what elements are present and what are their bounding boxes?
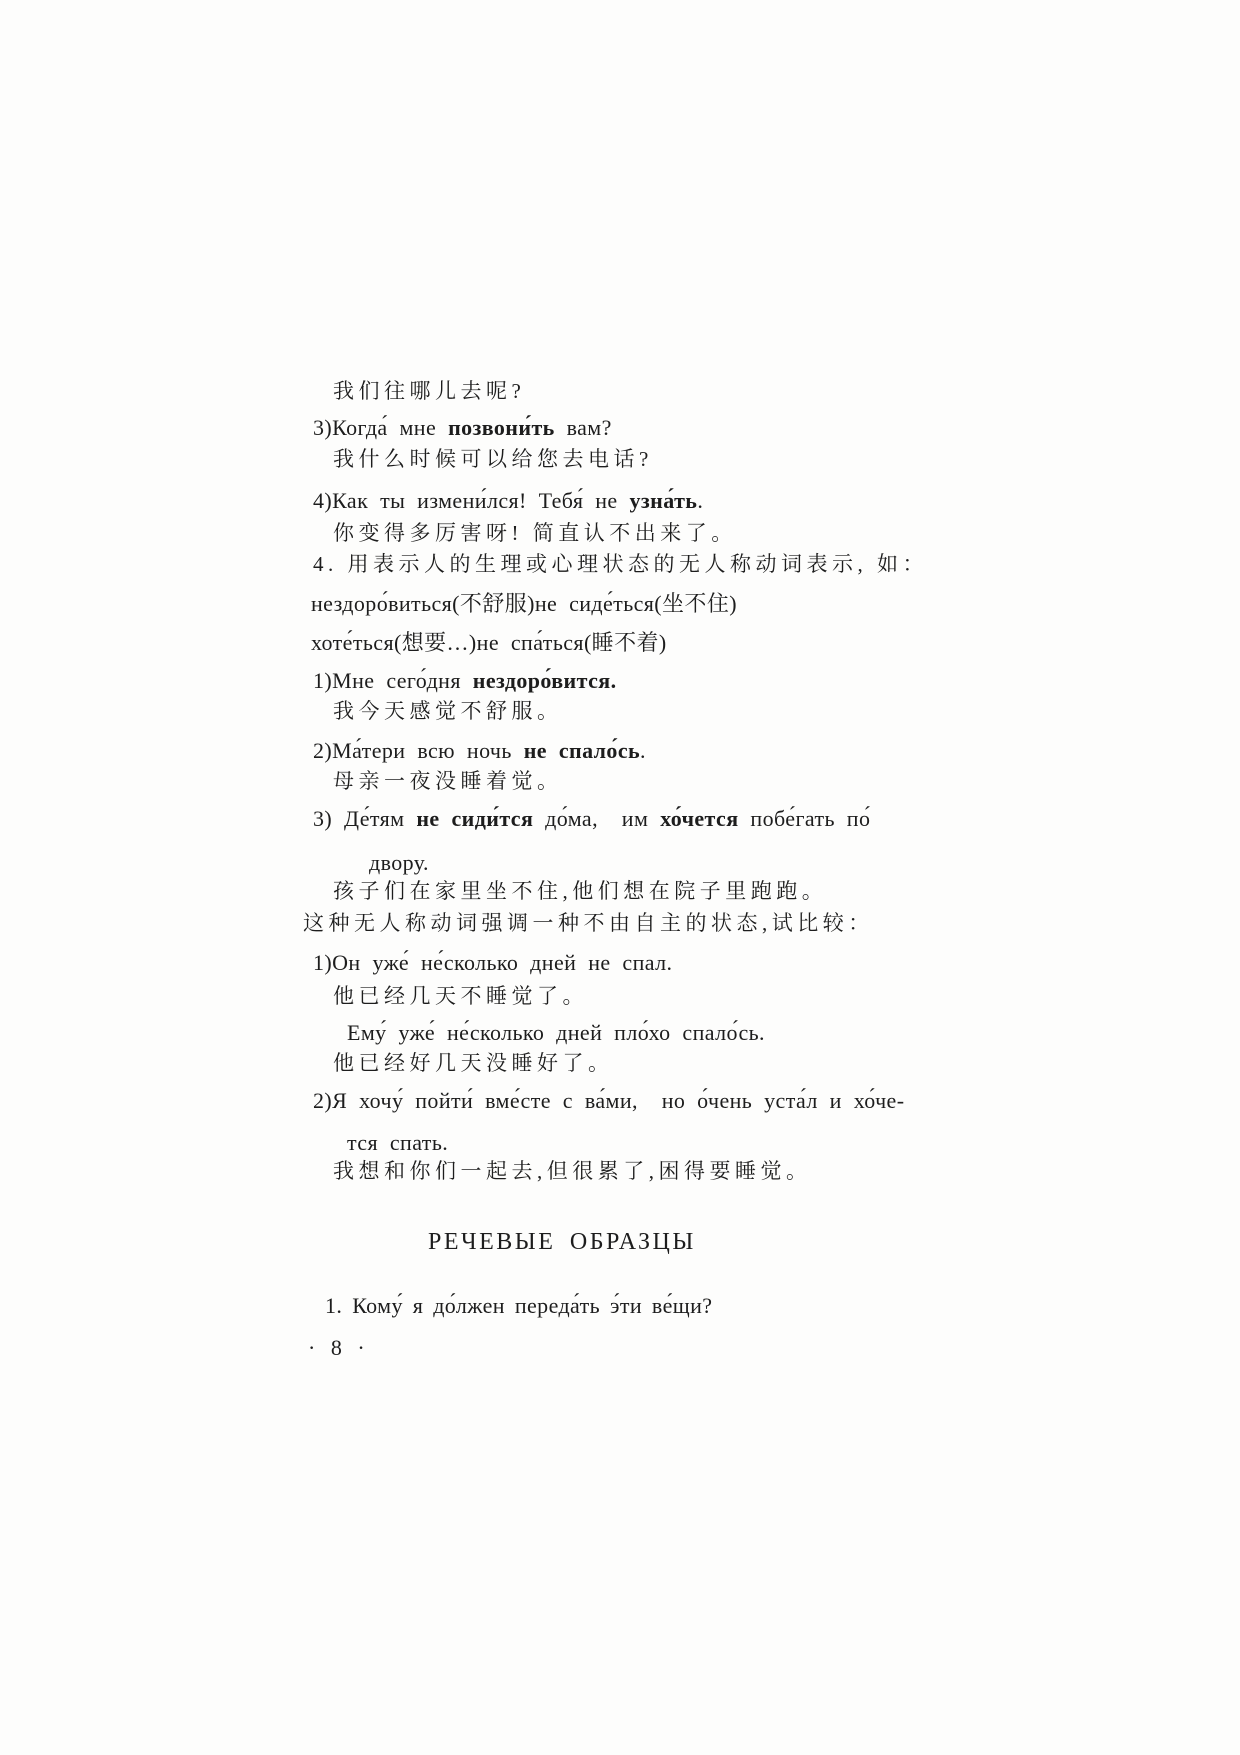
text-run: 这种无人称动词强调一种不由自主的状态,试比较：: [303, 911, 874, 935]
chinese-translation-line: [333, 445, 1240, 473]
text-run: 1)Он уже́ не́сколько дней не спал.: [313, 950, 673, 975]
russian-example-line: [313, 487, 1240, 515]
chinese-translation-line: [333, 767, 1240, 795]
text-run: 1)Мне сего́дня: [313, 668, 473, 693]
bold-text-run: не сиди́тся: [416, 806, 534, 831]
bold-text-run: хо́чется: [660, 806, 739, 831]
text-run: вам?: [554, 415, 612, 440]
chinese-translation-line: [333, 982, 1240, 1010]
chinese-translation-line: [333, 519, 1240, 547]
text-run: 2)Ма́тери всю ночь: [313, 738, 524, 763]
vocab-line: [311, 590, 1240, 618]
text-run: 孩子们在家里坐不住,他们想在院子里跑跑。: [333, 879, 828, 903]
russian-example-line: [313, 414, 1240, 442]
text-run: до́ма, им: [533, 806, 661, 831]
text-run: 4)Как ты измени́лся! Тебя́ не: [313, 488, 630, 513]
text-run: не сиде́ться(坐不住): [534, 591, 737, 616]
text-run: не спа́ться(睡不着): [476, 630, 667, 655]
text-run: · 8 ·: [308, 1335, 367, 1360]
text-run: 我们往哪儿去呢?: [333, 379, 526, 403]
chinese-translation-line: [333, 1157, 1240, 1185]
russian-example-line: [313, 949, 1240, 977]
russian-example-line: [313, 805, 1240, 833]
text-run: нездоро́виться(不舒服): [311, 591, 535, 616]
vocab-line: [311, 629, 1240, 657]
text-run: побе́гать по́: [738, 806, 871, 831]
text-run: тся спать.: [347, 1130, 449, 1155]
chinese-translation-line: [333, 877, 1240, 905]
text-run: 4. 用表示人的生理或心理状态的无人称动词表示, 如：: [313, 552, 928, 576]
bold-text-run: узна́ть: [629, 488, 698, 513]
speech-sample-line: [325, 1292, 1240, 1320]
russian-example-line: [313, 737, 1240, 765]
chinese-rule-line: [313, 550, 1240, 578]
chinese-note-line: [303, 909, 1240, 937]
bold-text-run: не спало́сь: [523, 738, 641, 763]
chinese-translation-line: [333, 377, 1240, 405]
text-run: хоте́ться(想要…): [311, 630, 477, 655]
text-run: 1. Кому́ я до́лжен переда́ть э́ти ве́щи?: [325, 1293, 713, 1318]
chinese-translation-line: [333, 1049, 1240, 1077]
bold-text-run: нездоро́вится.: [472, 668, 617, 693]
text-run: 我今天感觉不舒服。: [333, 699, 563, 723]
text-run: 2)Я хочу́ пойти́ вме́сте с ва́ми, но о́чень уста́л и хо́че-: [313, 1088, 905, 1113]
text-run: 3) Де́тям: [313, 806, 417, 831]
text-run: .: [697, 488, 704, 513]
russian-continuation-line: [347, 1129, 1240, 1157]
russian-example-line: [347, 1019, 1240, 1047]
text-run: РЕЧЕВЫЕ ОБРАЗЦЫ: [428, 1229, 696, 1255]
text-run: 他已经好几天没睡好了。: [333, 1051, 614, 1075]
section-heading: [428, 1227, 1240, 1257]
text-run: 他已经几天不睡觉了。: [333, 984, 588, 1008]
russian-example-line: [313, 1087, 1240, 1115]
text-run: двору.: [369, 850, 429, 875]
russian-example-line: [313, 667, 1240, 695]
text-run: .: [640, 738, 646, 763]
page-number: [308, 1334, 1240, 1362]
text-run: 我想和你们一起去,但很累了,困得要睡觉。: [333, 1159, 812, 1183]
chinese-translation-line: [333, 697, 1240, 725]
text-run: 你变得多厉害呀! 简直认不出来了。: [333, 521, 737, 545]
text-run: 母亲一夜没睡着觉。: [333, 769, 563, 793]
text-run: 我什么时候可以给您去电话?: [333, 447, 653, 471]
text-run: 3)Когда́ мне: [313, 415, 449, 440]
russian-continuation-line: [369, 849, 1240, 877]
bold-text-run: позвони́ть: [448, 415, 555, 440]
text-run: Ему́ уже́ не́сколько дней пло́хо спало́сь.: [347, 1020, 765, 1045]
